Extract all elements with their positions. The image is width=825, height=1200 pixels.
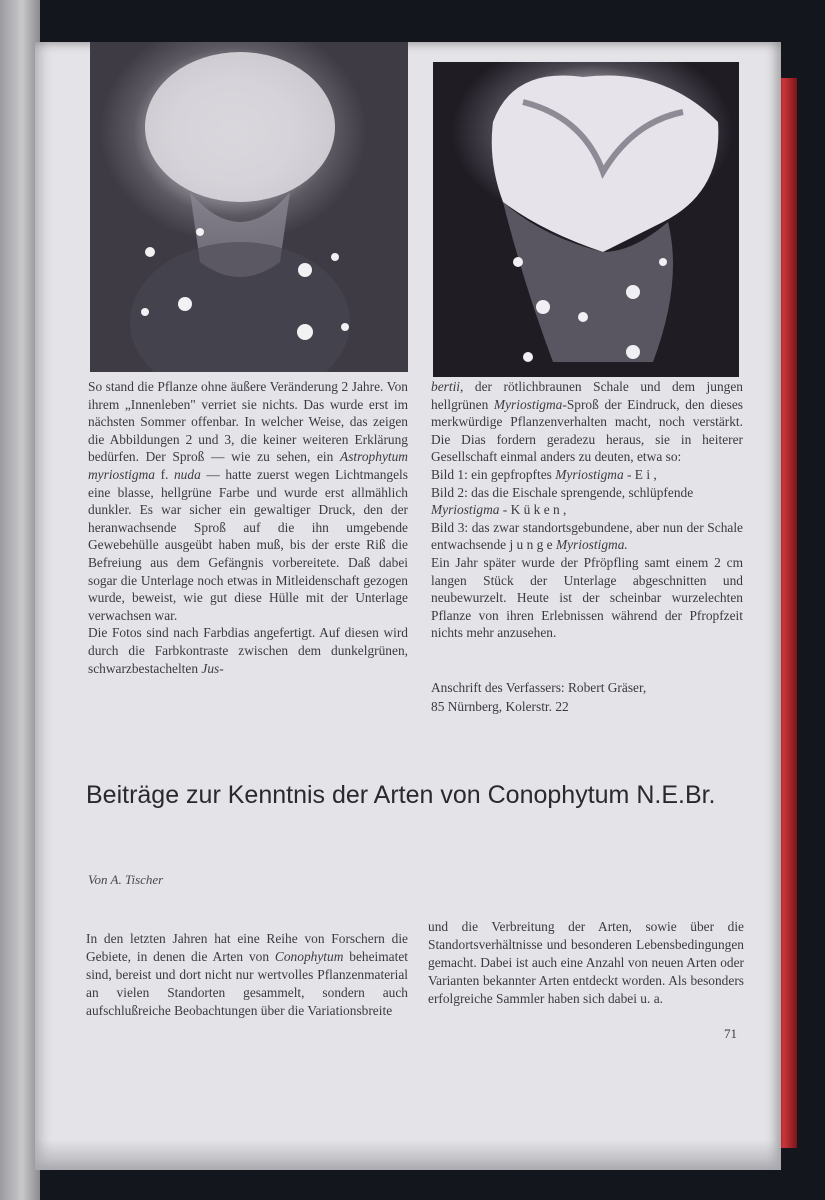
article-left-column <box>86 930 408 1020</box>
text: beheimatet sind, bereist und dort nicht nur wertvolles Pflanzenmaterial an vielen Standorten gesammelt, sondern auch aufschlußreiche Beobachtungen über die Variationsbreite <box>86 949 408 1018</box>
article-right-column: und die Verbreitung der Arten, sowie über die Standortsverhältnisse und besonderen Lebensbedingungen gemacht. Dabei ist auch eine Anzahl von neuen Arten oder Varianten bekannter Arten entdeckt worden. Als besonders erfolgreiche Sammler haben sich dabei u. a. <box>428 919 744 1006</box>
caption-line <box>431 484 743 519</box>
article-byline: Von A. Tischer <box>88 872 164 887</box>
paragraph: Ein Jahr später wurde der Pfröpfling samt einem 2 cm langen Stück der Unterlage abgeschnitten und neubewurzelt. Heute ist der scheinbar wurzelechten Pflanze von ihren Erlebnissen während der Pfropfzeit nichts mehr anzusehen. <box>431 554 743 641</box>
text: - K ü k e n , <box>499 502 567 518</box>
right-column-text <box>431 378 743 642</box>
species-name: Myriostigma. <box>555 537 628 553</box>
photo-cactus-hatching <box>433 62 739 377</box>
species-name: Astrophytum myriostigma <box>88 449 408 482</box>
text: , der rötlichbraunen Schale und dem jungen hellgrünen <box>431 379 743 412</box>
species-name: Myriostigma <box>555 466 624 482</box>
caption-line <box>431 466 743 484</box>
caption-line <box>431 519 743 554</box>
text: Bild 1: ein gepfropftes <box>431 466 556 482</box>
text: Bild 2: das die Eischale sprengende, schlüpfende <box>431 484 694 500</box>
address-line: 85 Nürnberg, Kolerstr. 22 <box>431 699 569 714</box>
species-name: bertii <box>431 379 461 394</box>
author-address <box>431 678 743 716</box>
article-title: Beiträge zur Kenntnis der Arten von Conophytum N.E.Br. <box>86 781 716 809</box>
species-name: Jus- <box>201 660 224 676</box>
paragraph <box>88 624 408 677</box>
address-line: Anschrift des Verfassers: Robert Gräser, <box>431 680 647 695</box>
page-bottom-shadow <box>35 1140 781 1170</box>
left-column-text <box>88 378 408 677</box>
adjacent-left-page <box>0 0 40 1200</box>
text: In den letzten Jahren hat eine Reihe von Forschern die Gebiete, in denen die Arten von <box>86 931 408 964</box>
species-name: Myriostigma <box>493 396 563 412</box>
text: So stand die Pflanze ohne äußere Veränderung 2 Jahre. Von ihrem „Innenleben" verriet sie nichts. Das wurde erst im nächsten Sommer offenbar. In welcher Weise, das zeigen die Abbildungen 2 und 3, die keiner weiteren Erklärung bedürfen. Der Sproß — wie zu sehen, ein <box>88 379 408 465</box>
page-number: 71 <box>724 1026 737 1041</box>
text: - E i , <box>623 466 657 482</box>
text: — hatte zuerst wegen Lichtmangels eine blasse, hellgrüne Farbe und wurde erst allmählich dunkler. Es war sicher ein gewaltiger Druck, den der heranwachsende Sproß auf die ihn umgebende Gewebehülle ausgeübt haben muß, bis der erste Riß die Befreiung aus dem Gefängnis vorbereitete. Daß dabei sogar die Unterlage noch etwas in Mitleidenschaft gezogen wurde, beweist, wie gut diese Hülle mit der Unterlage verwachsen war. <box>88 466 408 623</box>
paragraph <box>431 378 743 466</box>
photo-cactus-egg <box>90 42 408 372</box>
text: f. <box>154 466 174 482</box>
paragraph <box>88 378 408 624</box>
text: Bild 3: das zwar standortsgebundene, aber nun der Schale entwachsende <box>431 519 743 553</box>
genus-name: Conophytum <box>274 949 344 964</box>
species-form: nuda <box>173 466 201 482</box>
species-name: Myriostigma <box>431 502 500 518</box>
text: -Sproß der Eindruck, den dieses merkwürdige Pflanzenverhalten macht, noch verstärkt. Die Dias fordern geradezu heraus, sie in heiterer Gesellschaft einmal anders zu deuten, etwa so: <box>431 396 743 465</box>
text: Die Fotos sind nach Farbdias angefertigt. Auf diesen wird durch die Farbkontraste zwischen dem dunkelgrünen, schwarzbestachelten <box>88 625 408 676</box>
text: j u n g e <box>509 537 553 553</box>
